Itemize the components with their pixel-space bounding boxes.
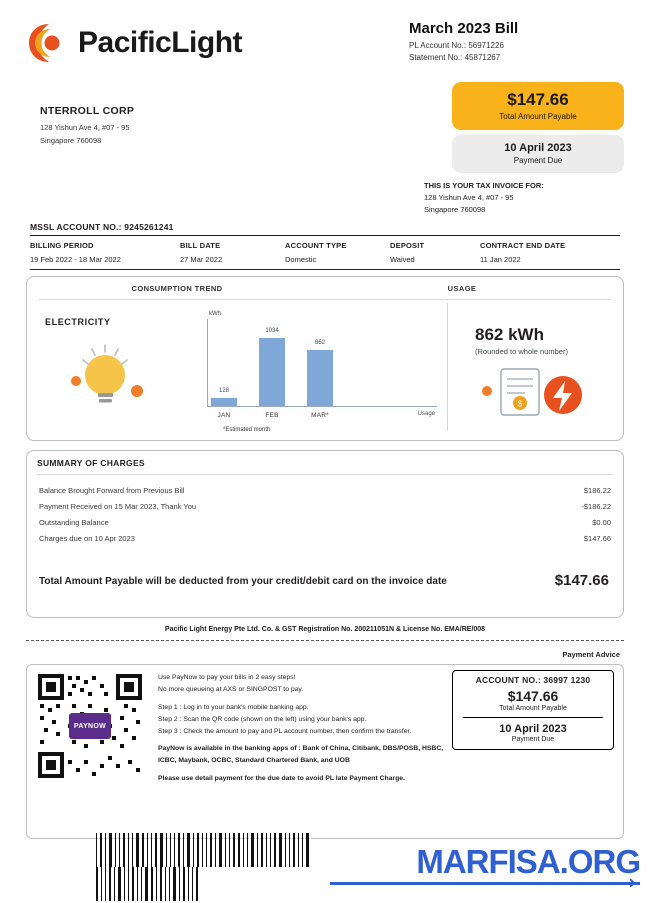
contract-end-col	[480, 241, 620, 264]
summary-row	[39, 514, 611, 530]
chart-x-labels	[211, 412, 371, 419]
consumption-panel-header	[27, 277, 623, 293]
lightbulb-illustration-icon	[59, 339, 179, 419]
chart-x-label: JAN	[217, 412, 231, 419]
summary-row-label: Payment Received on 15 Mar 2023, Thank You	[39, 501, 197, 511]
payment-advice-label: Payment Advice	[562, 650, 620, 659]
page-header	[26, 14, 624, 66]
tax-invoice-line1: 128 Yishun Ave 4, #07 - 95	[424, 193, 514, 202]
summary-row-amount: -$186.22	[581, 501, 611, 511]
chart-y-axis	[207, 319, 208, 407]
summary-total-amount: $147.66	[554, 572, 609, 589]
usage-value: 862 kWh	[475, 325, 544, 344]
deposit-value: Waived	[390, 255, 415, 264]
total-amount-box	[452, 82, 624, 130]
chart-x-label: MAR*	[311, 412, 329, 419]
summary-row-amount: $147.66	[583, 533, 611, 543]
bill-title: March 2023 Bill	[409, 20, 519, 37]
paynow-step3: Step 3 : Check the amount to pay and PL account number, then confirm the transfer.	[158, 727, 412, 735]
chart-bar-value: 1034	[265, 328, 279, 335]
summary-row	[39, 530, 611, 546]
summary-total	[27, 546, 623, 589]
paynow-qr-code	[36, 672, 144, 780]
pl-account-value: 56971226	[468, 41, 504, 50]
summary-row-label: Outstanding Balance	[39, 517, 109, 527]
legal-registration-line: Pacific Light Energy Pte Ltd. Co. & GST Registration No. 200211051N & License No. EMA/RE/008	[164, 626, 486, 633]
chart-bar	[259, 328, 285, 406]
estimated-month-note: *Estimated month	[223, 427, 271, 433]
chart-bar-value: 128	[218, 387, 229, 394]
statement-value: 45871267	[464, 52, 501, 62]
pl-account-label: PL Account No.:	[409, 41, 467, 50]
brand-logo	[26, 20, 242, 66]
account-type-label: ACCOUNT TYPE	[285, 241, 347, 250]
chart-bar	[211, 387, 237, 406]
bill-date-label: BILL DATE	[180, 241, 221, 250]
bill-account-meta	[409, 40, 624, 63]
paynow-instructions	[158, 672, 446, 791]
brand-name-part1: Pacific	[78, 26, 172, 59]
tax-invoice-block	[424, 180, 624, 216]
advice-amount: $147.66	[507, 688, 559, 704]
watermark-underline	[330, 882, 640, 885]
amount-summary	[452, 82, 624, 173]
contract-end-value: 11 Jan 2022	[480, 255, 521, 264]
billing-period-label: BILLING PERIOD	[30, 241, 94, 250]
summary-row	[39, 482, 611, 498]
divider	[39, 299, 611, 300]
brand-name	[78, 26, 242, 60]
bill-header-info	[409, 14, 624, 63]
statement-label: Statement No.:	[409, 52, 463, 62]
chart-usage-axis-label: Usage	[417, 411, 435, 417]
customer-address	[40, 122, 134, 148]
divider	[30, 235, 620, 236]
deposit-label: DEPOSIT	[390, 241, 425, 250]
total-amount-value: $147.66	[507, 90, 569, 109]
usage-rounding-note: (Rounded to whole number)	[475, 347, 568, 356]
payment-due-caption: Payment Due	[513, 156, 563, 165]
advice-due-date: 10 April 2023	[499, 723, 567, 735]
electricity-label: ELECTRICITY	[45, 317, 111, 327]
brand-name-part2: Light	[171, 26, 243, 59]
watermark	[416, 843, 640, 881]
advice-due-caption: Payment Due	[511, 736, 555, 743]
usage-title: USAGE	[447, 284, 477, 293]
bill-date-value: 27 Mar 2022	[180, 255, 223, 264]
paynow-intro1: Use PayNow to pay your bills in 2 easy steps!	[158, 674, 296, 681]
chart-bar-value: 862	[314, 339, 325, 346]
customer-address-line2: Singapore 760098	[40, 135, 102, 145]
chart-x-label: FEB	[265, 412, 279, 419]
payment-barcode	[96, 833, 312, 867]
summary-of-charges	[26, 450, 624, 618]
mssl-account-label: MSSL ACCOUNT NO.:	[30, 222, 122, 232]
customer-name: NTERROLL CORP	[40, 105, 135, 117]
paynow-step2: Step 2 : Scan the QR code (shown on the left) using your bank's app.	[158, 715, 367, 723]
deposit-col	[390, 241, 480, 264]
consumption-chart	[197, 311, 437, 429]
chart-y-label: kWh	[209, 311, 221, 317]
swirl-logo-icon	[26, 20, 72, 66]
chart-bars	[211, 326, 361, 406]
divider	[30, 269, 620, 270]
account-type-col	[285, 241, 390, 264]
chart-x-axis	[207, 406, 437, 407]
summary-row-amount: $0.00	[592, 517, 611, 527]
billing-period-value: 19 Feb 2022 - 18 Mar 2022	[30, 255, 121, 264]
vertical-divider	[447, 303, 448, 431]
watermark-main: MARFISA	[416, 843, 560, 880]
paynow-late-charge-note: Please use detail payment for the due date to avoid PL late Payment Charge.	[158, 775, 405, 783]
bill-date-col	[180, 241, 285, 264]
account-columns	[30, 241, 620, 264]
customer-block	[40, 105, 134, 148]
invoice-bolt-illustration-icon	[479, 365, 609, 421]
account-strip	[30, 222, 620, 270]
summary-total-text: Total Amount Payable will be deducted from your credit/debit card on the invoice date	[39, 575, 447, 587]
svg-text:$: $	[517, 399, 523, 409]
summary-row-label: Charges due on 10 Apr 2023	[39, 533, 135, 543]
consumption-panel	[26, 276, 624, 441]
advice-account-no: ACCOUNT NO.: 36997 1230	[475, 675, 591, 685]
payment-due-date: 10 April 2023	[504, 142, 572, 154]
chart-bar	[307, 339, 333, 406]
tax-invoice-line2: Singapore 760098	[424, 205, 486, 214]
payment-advice-amount-box	[452, 670, 614, 750]
billing-period-col	[30, 241, 180, 264]
paynow-banks: PayNow is available in the banking apps of : Bank of China, Citibank, DBS/POSB, HSBC, ICBC, Maybank, OCBC, Standard Chartered Bank, and UOB	[158, 745, 444, 765]
watermark-arrow-icon: ➜	[622, 875, 636, 892]
payment-due-box	[452, 135, 624, 173]
paynow-logo: PAYNOW	[69, 713, 111, 739]
advice-amount-caption: Total Amount Payable	[499, 705, 567, 712]
paynow-intro2: No more queueing at AXS or SINGPOST to pay.	[158, 685, 304, 693]
summary-rows	[27, 475, 623, 546]
mssl-account-no	[30, 222, 620, 232]
tear-off-dashed-line	[26, 640, 624, 641]
tax-invoice-title: THIS IS YOUR TAX INVOICE FOR:	[424, 181, 544, 190]
total-amount-caption: Total Amount Payable	[499, 112, 577, 121]
customer-address-line1: 128 Yishun Ave 4, #07 - 95	[40, 123, 130, 132]
summary-title: SUMMARY OF CHARGES	[37, 458, 145, 468]
summary-row-label: Balance Brought Forward from Previous Bill	[39, 485, 185, 495]
contract-end-label: CONTRACT END DATE	[480, 241, 566, 250]
account-type-value: Domestic	[285, 255, 317, 264]
summary-row	[39, 498, 611, 514]
paynow-step1: Step 1 : Log in to your bank's mobile banking app.	[158, 703, 309, 711]
consumption-trend-title: CONSUMPTION TREND	[131, 284, 223, 293]
divider	[463, 717, 603, 718]
mssl-account-value: 9245261241	[124, 222, 174, 232]
summary-row-amount: $186.22	[583, 485, 611, 495]
watermark-org: .ORG	[559, 843, 640, 880]
